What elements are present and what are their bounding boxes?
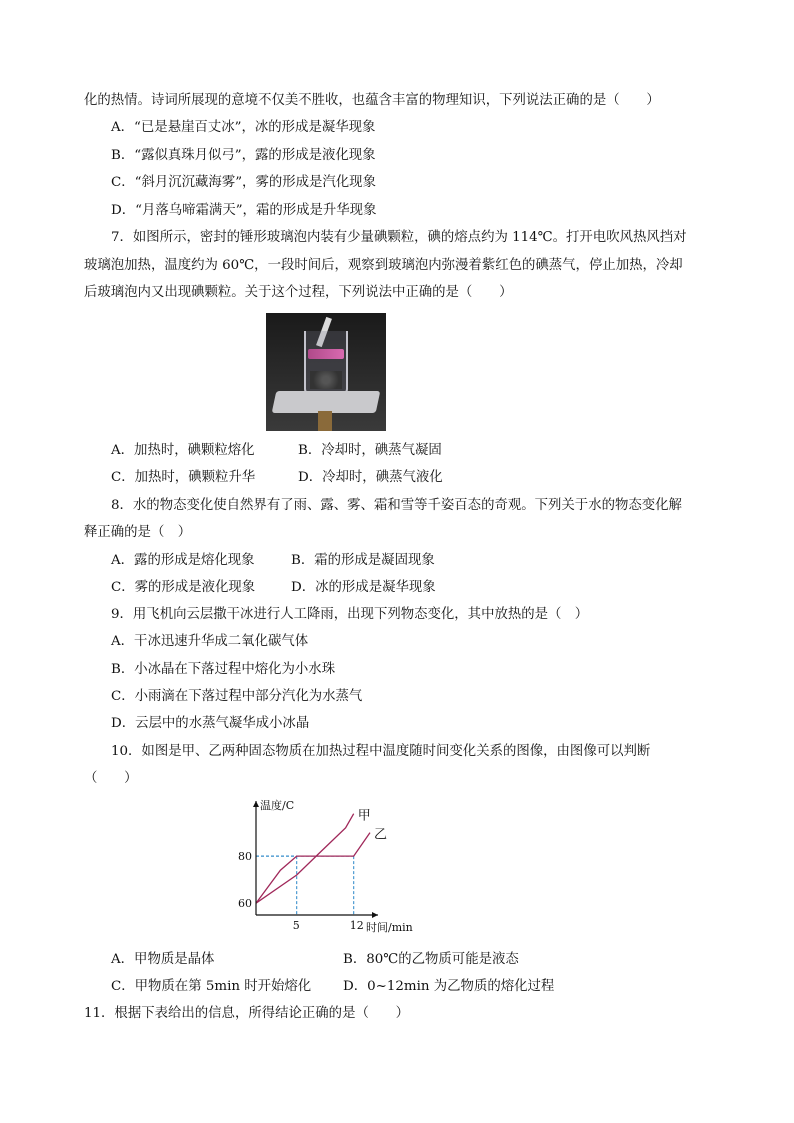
series-line-1 (256, 833, 370, 904)
q10-stem-2: （ ） (84, 771, 138, 786)
q8-stem-2: 释正确的是（ ） (84, 525, 192, 540)
y-axis-arrow (253, 801, 259, 807)
q6-option-d: D．“月落乌啼霜满天”，霜的形成是升华现象 (111, 203, 377, 218)
series-label-0: 甲 (357, 808, 371, 824)
q10-option-b: B．80℃的乙物质可能是液态 (343, 952, 519, 967)
chart-series (256, 814, 370, 904)
q8-option-d: D．冰的形成是凝华现象 (291, 580, 436, 595)
q6-stem-tail: 化的热情。诗词所展现的意境不仅美不胜收，也蕴含丰富的物理知识，下列说法正确的是（ ） (84, 93, 660, 108)
q7-stem-3: 后玻璃泡内又出现碘颗粒。关于这个过程，下列说法中正确的是（ ） (84, 285, 513, 300)
q8-stem-1: 8．水的物态变化使自然界有了雨、露、雾、霜和雪等千姿百态的奇观。下列关于水的物态变化解 (111, 498, 682, 513)
y-axis-label: 温度/C (260, 799, 295, 812)
q9-stem: 9．用飞机向云层撒干冰进行人工降雨，出现下列物态变化，其中放热的是（ ） (111, 607, 589, 622)
q6-option-b: B．“露似真珠月似弓”，露的形成是液化现象 (111, 148, 376, 163)
q7-option-a: A．加热时，碘颗粒熔化 (111, 443, 255, 458)
q7-option-c: C．加热时，碘颗粒升华 (111, 470, 256, 485)
q10-option-a: A．甲物质是晶体 (111, 952, 215, 967)
series-label-1: 乙 (374, 827, 388, 843)
q7-stem-2: 玻璃泡加热，温度约为 60℃，一段时间后，观察到玻璃泡内弥漫着紫红色的碘蒸气，停止加热，冷却 (84, 258, 683, 273)
q8-option-c: C．雾的形成是液化现象 (111, 580, 256, 595)
mat-shape (272, 391, 381, 413)
y-tick-label-1: 60 (238, 897, 252, 911)
q9-option-d: D．云层中的水蒸气凝华成小冰晶 (111, 716, 310, 731)
y-tick-label-0: 80 (238, 850, 252, 864)
q10-option-c: C．甲物质在第 5min 时开始熔化 (111, 979, 312, 994)
x-axis-arrow (372, 912, 378, 918)
x-tick-label-1: 12 (349, 919, 364, 932)
chart-guides (256, 856, 354, 915)
temperature-time-chart (230, 795, 413, 940)
q7-option-d: D．冷却时，碘蒸气液化 (298, 470, 443, 485)
beaker-shape (304, 331, 348, 395)
q8-option-b: B．霜的形成是凝固现象 (291, 553, 435, 568)
x-tick-label-0: 5 (292, 919, 300, 932)
series-line-0 (256, 814, 354, 904)
q11-stem: 11．根据下表给出的信息，所得结论正确的是（ ） (84, 1006, 410, 1021)
q7-option-b: B．冷却时，碘蒸气凝固 (298, 443, 442, 458)
stand-shape (318, 411, 332, 431)
iodine-vapor-band (308, 349, 344, 359)
q10-option-d: D．0~12min 为乙物质的熔化过程 (343, 979, 555, 994)
chart-labels (238, 798, 413, 934)
q9-option-b: B．小冰晶在下落过程中熔化为小水珠 (111, 662, 336, 677)
iodine-bulb-photo (266, 313, 386, 431)
iodine-crystals (310, 371, 342, 389)
q10-stem-1: 10．如图是甲、乙两种固态物质在加热过程中温度随时间变化关系的图像，由图像可以判断 (111, 744, 651, 759)
q7-stem-1: 7．如图所示，密封的锤形玻璃泡内装有少量碘颗粒，碘的熔点约为 114℃。打开电吹风热风挡对 (111, 230, 687, 245)
q8-option-a: A．露的形成是熔化现象 (111, 553, 255, 568)
q6-option-c: C．“斜月沉沉藏海雾”，雾的形成是汽化现象 (111, 175, 376, 190)
q9-option-a: A．干冰迅速升华成二氧化碳气体 (111, 634, 309, 649)
q9-option-c: C．小雨滴在下落过程中部分汽化为水蒸气 (111, 689, 363, 704)
x-axis-label: 时间/min (366, 921, 413, 934)
q6-option-a: A．“已是悬崖百丈冰”，冰的形成是凝华现象 (111, 120, 376, 135)
